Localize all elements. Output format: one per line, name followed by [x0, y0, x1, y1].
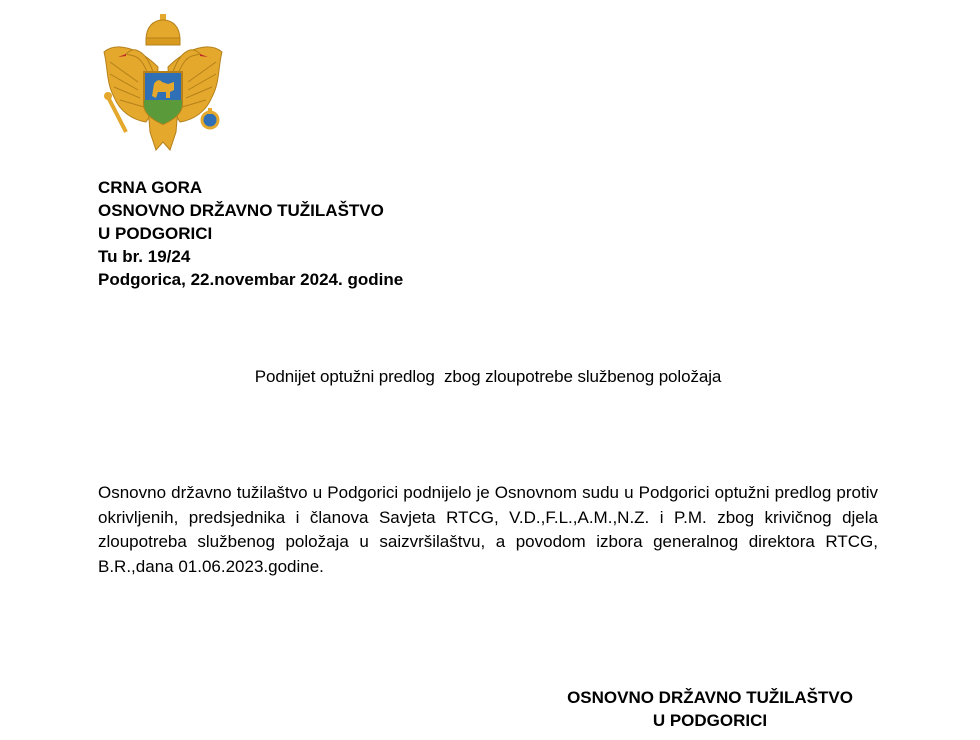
header-city: U PODGORICI — [98, 224, 213, 243]
document-header — [98, 176, 403, 291]
document-title — [0, 367, 980, 387]
document-body: Osnovno državno tužilaštvo u Podgorici podnijelo je Osnovnom sudu u Podgorici optužni predlog protiv okrivljenih, predsjednika i članova Savjeta RTCG, V.D.,F.L.,A.M.,N.Z. i P.M. zbog krivičnog djela zloupotreba službenog položaja u saizvršilaštvu, a povodom izbora generalnog direktora RTCG, B.R.,dana 01.06.2023.godine. — [98, 483, 878, 576]
signature-block — [530, 686, 890, 732]
coat-of-arms-icon — [98, 12, 228, 154]
document-title-text: Podnijet optužni predlog zbog zloupotrebe službenog položaja — [254, 367, 722, 386]
signature-city: U PODGORICI — [652, 711, 768, 730]
header-institution: OSNOVNO DRŽAVNO TUŽILAŠTVO — [98, 201, 384, 220]
header-country: CRNA GORA — [98, 178, 203, 197]
signature-institution: OSNOVNO DRŽAVNO TUŽILAŠTVO — [567, 688, 853, 707]
header-reference-number: Tu br. 19/24 — [98, 247, 191, 266]
header-date: Podgorica, 22.novembar 2024. godine — [98, 270, 404, 289]
